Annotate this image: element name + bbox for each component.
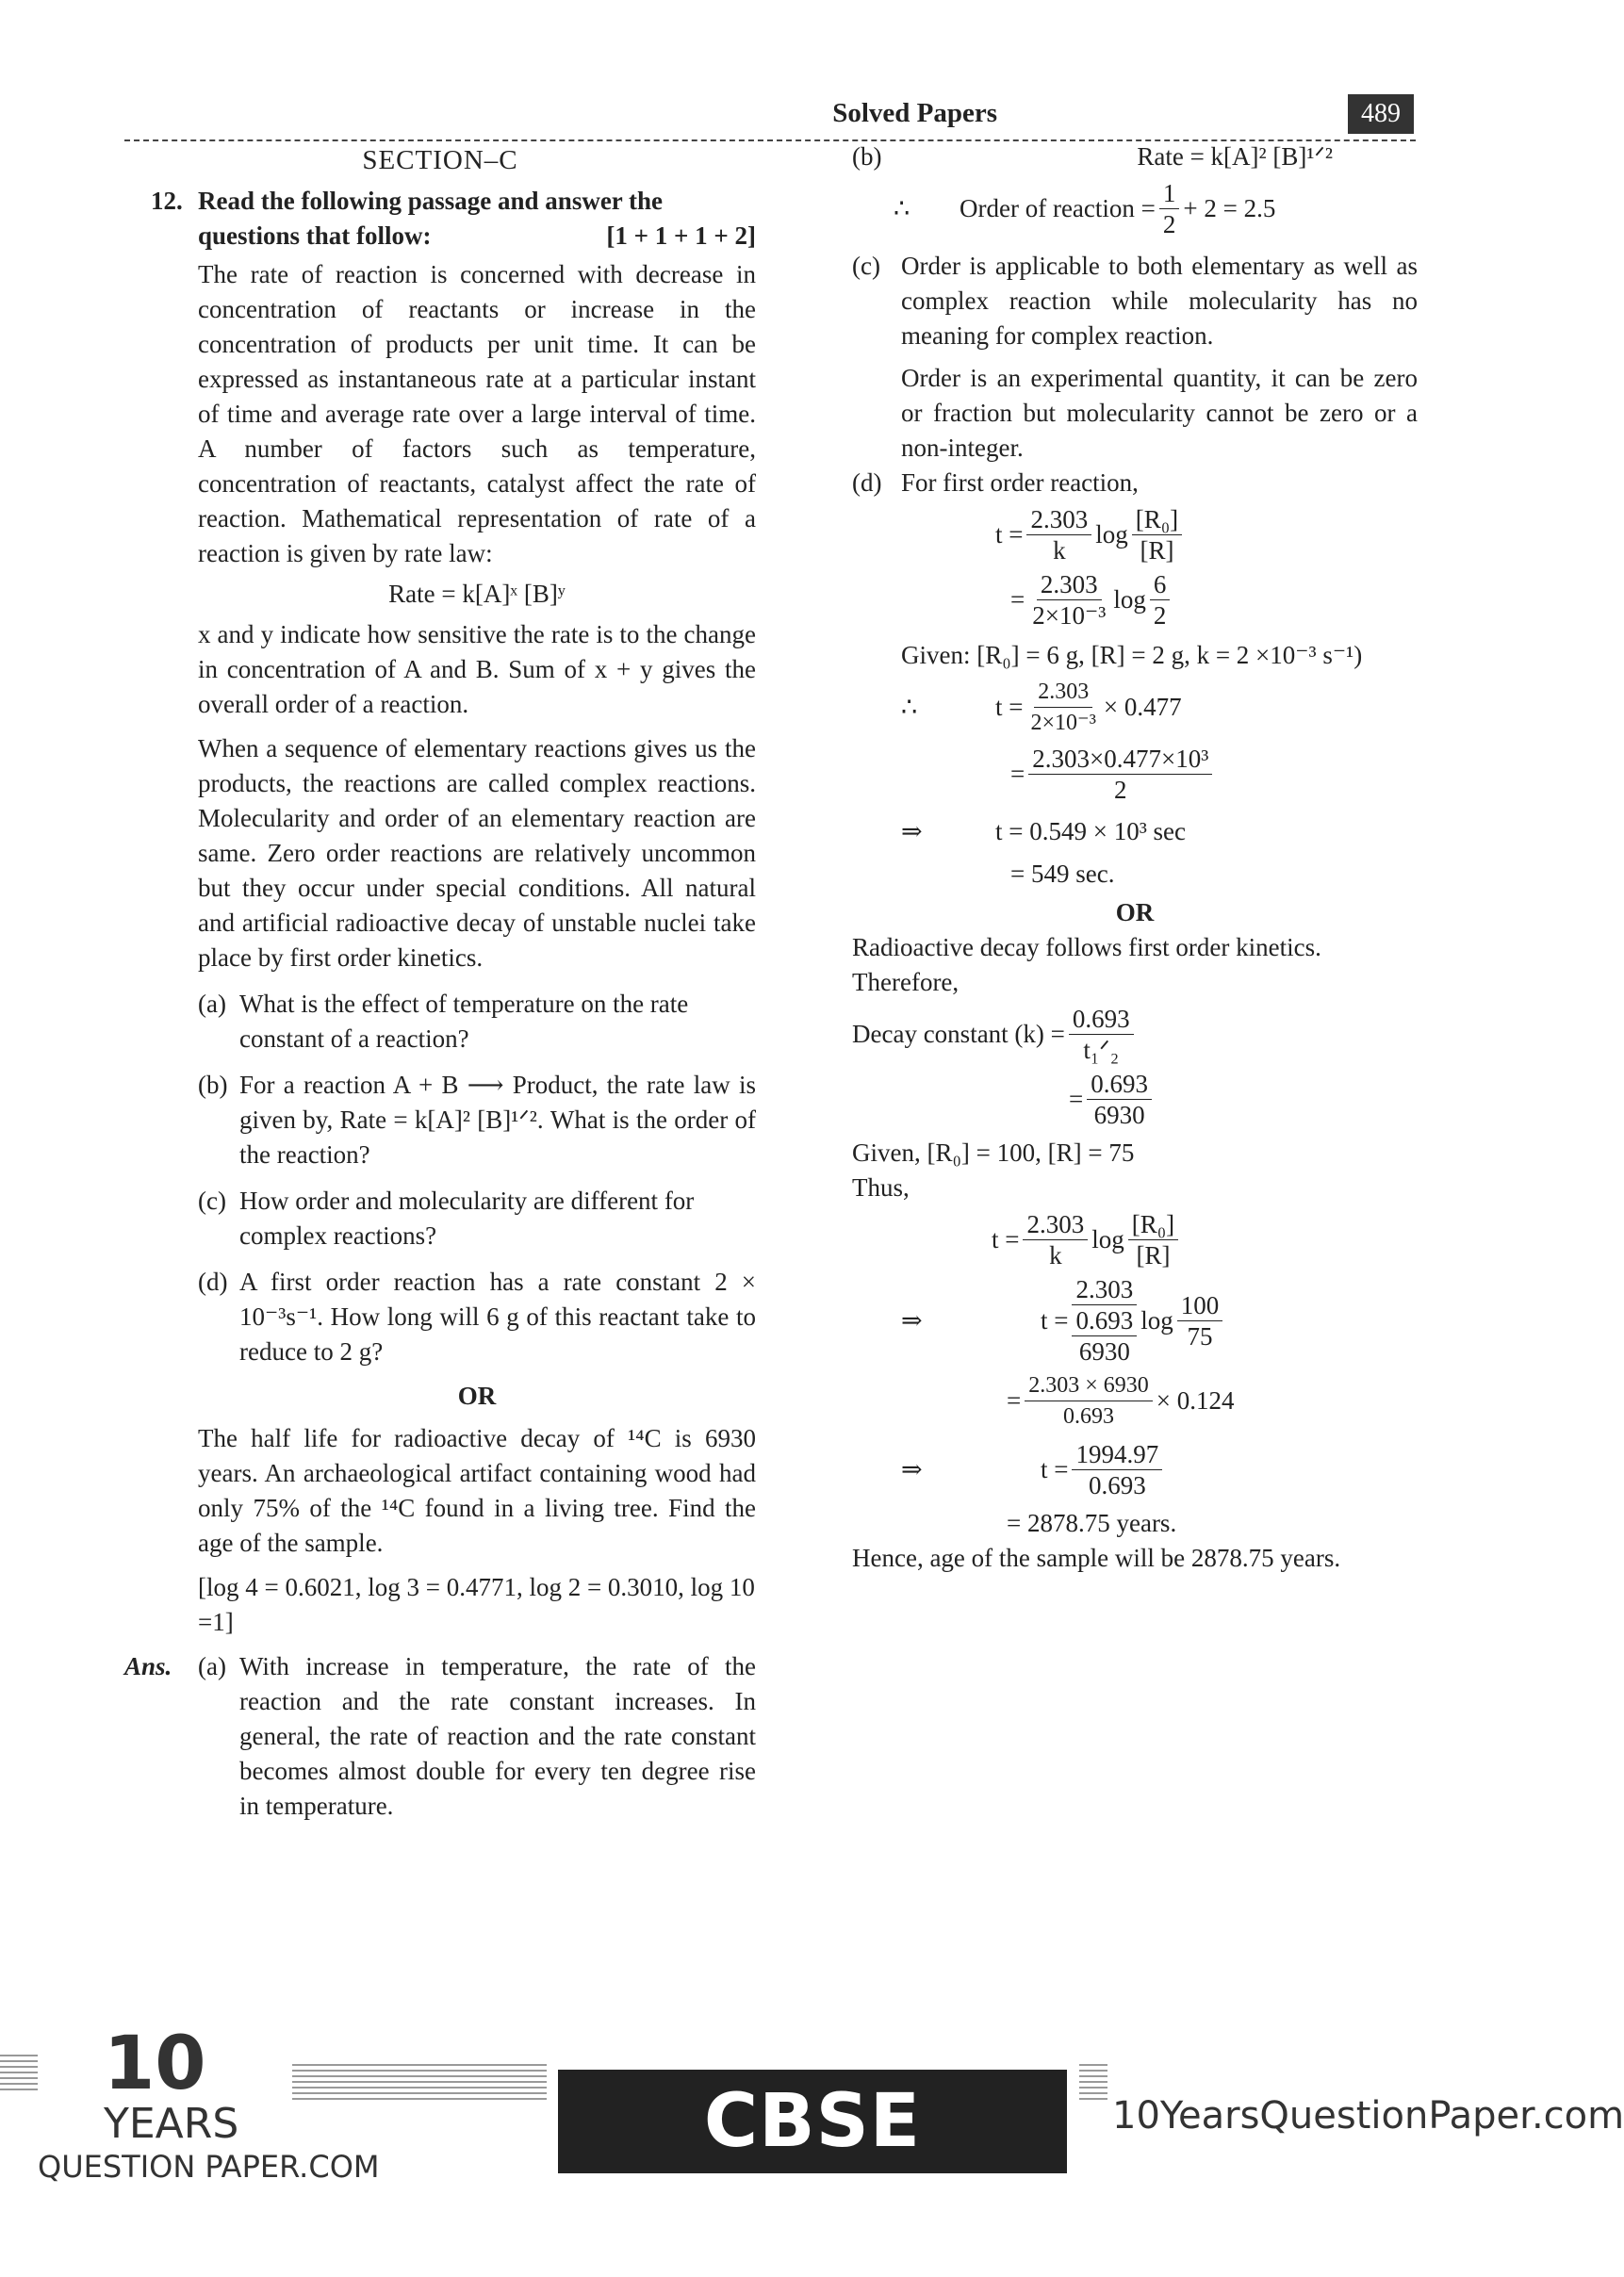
equation-3: ∴ t = $\frac{2.303}{\text{2×10⁻³}}$ × 0.477 — [901, 677, 1418, 738]
question-marks: [1 + 1 + 1 + 2] — [606, 221, 756, 250]
footer-logo-site: QUESTION PAPER.COM — [38, 2149, 380, 2185]
question-or: OR — [457, 1382, 497, 1410]
right-column — [852, 139, 1418, 1576]
answer-label: Ans. — [124, 1652, 172, 1680]
question-12 — [124, 184, 756, 975]
conclusion: Hence, age of the sample will be 2878.75 years. — [852, 1544, 1341, 1572]
age-equation-2: ⇒ t = 2.303 0.693 6930 log $\frac{100}{75}$ — [852, 1274, 1418, 1367]
given-1: Given: [R₀] = 6 g, [R] = 2 g, k = 2 ×10⁻³ s⁻¹) — [901, 641, 1363, 669]
decay-constant-2: = $\frac{0.693}{6930}$ — [1069, 1069, 1418, 1130]
log-values: [log 4 = 0.6021, log 3 = 0.4771, log 2 = 0.3010, log 10 =1] — [198, 1573, 755, 1636]
passage-2: x and y indicate how sensitive the rate is to the change in concentration of A and B. Sum of x + y gives the overall order of a reaction. — [198, 620, 756, 718]
rate-law: Rate = k[A]ˣ [B]ʸ — [388, 580, 566, 608]
passage-1: The rate of reaction is concerned with decrease in concentration of reactants or increase in the concentration of products per unit time. It can be expressed as instantaneous rate at a particular instant of time and average rate over a large interval of time. A number of factors such as temperature, concentration of reactants, catalyst affect the rate of reaction. Mathematical representation of rate of a reaction is given by rate law: — [198, 260, 756, 567]
sub-question-b: (b) For a reaction A + B ⟶ Product, the rate law is given by, Rate = k[A]² [B]¹ᐟ². What is the order of the reaction? — [198, 1071, 756, 1169]
question-number: 12. — [151, 187, 183, 215]
given-2: Given, [R₀] = 100, [R] = 75 — [852, 1138, 1135, 1167]
age-equation-3: = $\frac{2.303 \times 6930}{0.693}$ × 0.124 — [1007, 1370, 1418, 1432]
equation-2: = $\frac{2.303}{\text{2×10⁻³}}$ log $\frac{6}{2}$ — [1010, 569, 1418, 631]
footer-website: 10YearsQuestionPaper.com — [1112, 2094, 1624, 2138]
header-title: Solved Papers — [832, 98, 997, 128]
equation-4: = $\frac{\text{2.303×0.477×10³}}{2}$ — [1010, 744, 1418, 805]
equation-1: t = $\frac{2.303}{k}$ log $\frac{\text{[R₀]}}{[R]}$ — [995, 504, 1418, 565]
alternate-question: The half life for radioactive decay of ¹⁴C is 6930 years. An archaeological artifact containing wood had only 75% of the ¹⁴C found in a living tree. Find the age of the sample. — [198, 1424, 756, 1557]
footer-stripe-right — [1079, 2064, 1107, 2102]
footer-logo-years: YEARS — [104, 2100, 239, 2148]
decay-constant: Decay constant (k) = $\frac{0.693}{\text{t₁ᐟ₂}}$ — [852, 1004, 1418, 1065]
sub-question-d: (d) A first order reaction has a rate constant 2 × 10⁻³s⁻¹. How long will 6 g of this reactant take to reduce to 2 g? — [198, 1268, 756, 1366]
question-prompt: Read the following passage and answer the questions that follow: [1 + 1 + 1 + 2] — [198, 184, 756, 254]
section-title: SECTION–C — [362, 145, 518, 175]
left-column — [124, 143, 756, 1824]
answer-b-order: ∴ Order of reaction = $\frac{1}{2}$ + 2 = 2.5 — [894, 179, 1276, 238]
age-equation-1: t = $\frac{2.303}{k}$ log $\frac{\text{[R₀]}}{[R]}$ — [992, 1209, 1418, 1270]
thus: Thus, — [852, 1173, 910, 1202]
footer-logo-number: 10 — [104, 2022, 206, 2106]
answer-a: Ans. (a) With increase in temperature, the rate of the reaction and the rate constant increases. In general, the rate of reaction and the rate constant becomes almost double for every ten degree rise in temperature. — [124, 1649, 756, 1824]
answer-d: (d) For first order reaction, t = $\frac{2.303}{k}$ log $\frac{\text{[R₀]}}{[R]}$ = $\frac{2.303}{\text{2×10⁻³}}$ log $\frac{6}{2}$ Given: [R₀] = 6 g, [R] = 2 g, k = 2 ×10⁻³ s⁻¹) ∴ t = $\frac{2.303}{\text{2×10⁻³}}$ × 0.477 = $\frac{\text{2.303×0.477×10³}}{2}$ ⇒ t = 0.549 × 10³ sec = 549 sec. — [852, 466, 1418, 892]
footer-stripe-mid — [292, 2064, 547, 2102]
age-equation-4: ⇒ t = $\frac{1994.97}{0.693}$ — [852, 1439, 1418, 1500]
sub-question-c: (c) How order and molecularity are different for complex reactions? — [198, 1187, 695, 1250]
passage-3: When a sequence of elementary reactions gives us the products, the reactions are called complex reactions. Molecularity and order of an elementary reaction are same. Zero order reactions are relatively uncommon but they occur under special conditions. All natural and artificial radioactive decay of unstable nuclei take place by first order kinetics. — [198, 734, 756, 972]
answer-b: (b) Rate = k[A]² [B]¹ᐟ² ∴ Order of reaction = $\frac{1}{2}$ + 2 = 2.5 — [852, 139, 1418, 239]
answer-or: OR — [1115, 898, 1155, 926]
equation-6: = 549 sec. — [1010, 860, 1115, 888]
footer-banner: CBSE BOARD XII — [558, 2070, 1067, 2173]
footer-stripe-left — [0, 2055, 38, 2092]
fraction: $\frac{1}{2}$ — [1159, 178, 1180, 239]
decay-statement: Radioactive decay follows first order kinetics. — [852, 933, 1321, 961]
answer-b-rate: Rate = k[A]² [B]¹ᐟ² — [1137, 142, 1333, 171]
age-result: = 2878.75 years. — [1007, 1509, 1177, 1537]
page-number: 489 — [1348, 94, 1414, 134]
equation-5: ⇒ t = 0.549 × 10³ sec — [901, 817, 1187, 845]
sub-question-a: (a) What is the effect of temperature on the rate constant of a reaction? — [198, 990, 689, 1053]
therefore: Therefore, — [852, 968, 960, 996]
answer-c: (c) Order is applicable to both elementary as well as complex reaction while molecularity has no meaning for complex reaction. Order is an experimental quantity, it can be zero or fraction but molecularity cannot be zero or a non-integer. — [852, 252, 1418, 462]
